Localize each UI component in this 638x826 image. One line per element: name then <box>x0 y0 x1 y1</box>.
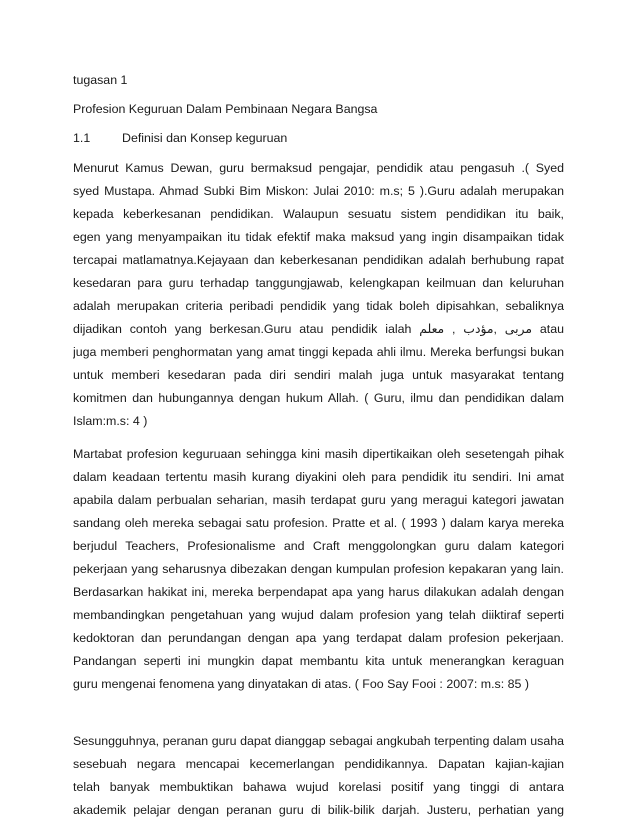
paragraph-line: pekerjaan yang seharusnya dibezakan dengan kumpulan profesion kepakaran yang lain. <box>73 562 564 576</box>
paragraph-line: sandang oleh mereka sebagai satu profesion. Pratte et al. ( 1993 ) dalam karya mereka <box>73 516 564 530</box>
paragraph-line: Sesungguhnya, peranan guru dapat dianggap sebagai angkubah terpenting dalam usaha <box>73 734 564 748</box>
paragraph-line: guru mengenai fenomena yang dinyatakan di atas. ( Foo Say Fooi : 2007: m.s: 85 ) <box>73 677 529 691</box>
paragraph-line: Berdasarkan hakikat ini, mereka berpendapat apa yang harus dilakukan adalah dengan <box>73 585 564 599</box>
paragraph-line: dijadikan contoh yang berkesan.Guru atau pendidik ialah مربى ,مؤدب , معلم atau <box>73 322 564 336</box>
document-header: tugasan 1 <box>73 73 128 87</box>
paragraph-line: membandingkan pengetahuan yang wujud dalam profesion yang telah diiktiraf seperti <box>73 608 564 622</box>
document-title: Profesion Keguruan Dalam Pembinaan Negara Bangsa <box>73 102 378 116</box>
paragraph-line: Menurut Kamus Dewan, guru bermaksud pengajar, pendidik atau pengasuh .( Syed <box>73 161 564 175</box>
paragraph-line: telah banyak membuktikan bahawa wujud korelasi positif yang tinggi di antara <box>73 780 564 794</box>
paragraph-line: juga memberi penghormatan yang amat tinggi kepada ahli ilmu. Mereka berfungsi bukan <box>73 345 564 359</box>
paragraph-line: berjudul Teachers, Profesionalisme and Craft menggolongkan guru dalam kategori <box>73 539 564 553</box>
paragraph-line: kedoktoran dan perundangan dengan apa yang terdapat dalam profesion pekerjaan. <box>73 631 564 645</box>
paragraph-line: adalah merupakan criteria peribadi pendidik yang tidak boleh dipisahkan, sebaliknya <box>73 299 564 313</box>
paragraph-line: apabila dalam perbualan seharian, masih terdapat guru yang meragui kategori jawatan <box>73 493 564 507</box>
paragraph-line: untuk memberi kesedaran pada diri sendiri malah juga untuk masyarakat tentang <box>73 368 564 382</box>
paragraph-line: egen yang menyampaikan itu tidak efektif maka maksud yang ingin disampaikan tidak <box>73 230 564 244</box>
paragraph-line: dalam keadaan tertentu masih kurang diyakini oleh para pendidik itu sendiri. Ini amat <box>73 470 564 484</box>
section-title: Definisi dan Konsep keguruan <box>122 131 288 145</box>
paragraph-line: tercapai matlamatnya.Kejayaan dan keberkesanan pendidikan adalah berhubung rapat <box>73 253 564 267</box>
paragraph-line: syed Mustapa. Ahmad Subki Bim Miskon: Julai 2010: m.s; 5 ).Guru adalah merupakan <box>73 184 564 198</box>
paragraph-line: Pandangan seperti ini mungkin dapat membantu kita untuk menerangkan keraguan <box>73 654 564 668</box>
paragraph-line: kepada keberkesanan pendidikan. Walaupun sesuatu sistem pendidikan itu baik, <box>73 207 564 221</box>
section-number: 1.1 <box>73 131 91 145</box>
paragraph-line: kesedaran para guru terhadap tanggungjawab, kelengkapan keilmuan dan keluruhan <box>73 276 564 290</box>
paragraph-line: akademik pelajar dengan peranan guru di bilik-bilik darjah. Justeru, perhatian yang <box>73 803 564 817</box>
paragraph-line: sesebuah negara mencapai kecemerlangan pendidikannya. Dapatan kajian-kajian <box>73 757 564 771</box>
paragraph-line: komitmen dan hubungannya dengan hukum Allah. ( Guru, ilmu dan pendidikan dalam <box>73 391 564 405</box>
paragraph-line: Islam:m.s: 4 ) <box>73 414 148 428</box>
paragraph-line: Martabat profesion keguruaan sehingga kini masih dipertikaikan oleh sesetengah pihak <box>73 447 564 461</box>
